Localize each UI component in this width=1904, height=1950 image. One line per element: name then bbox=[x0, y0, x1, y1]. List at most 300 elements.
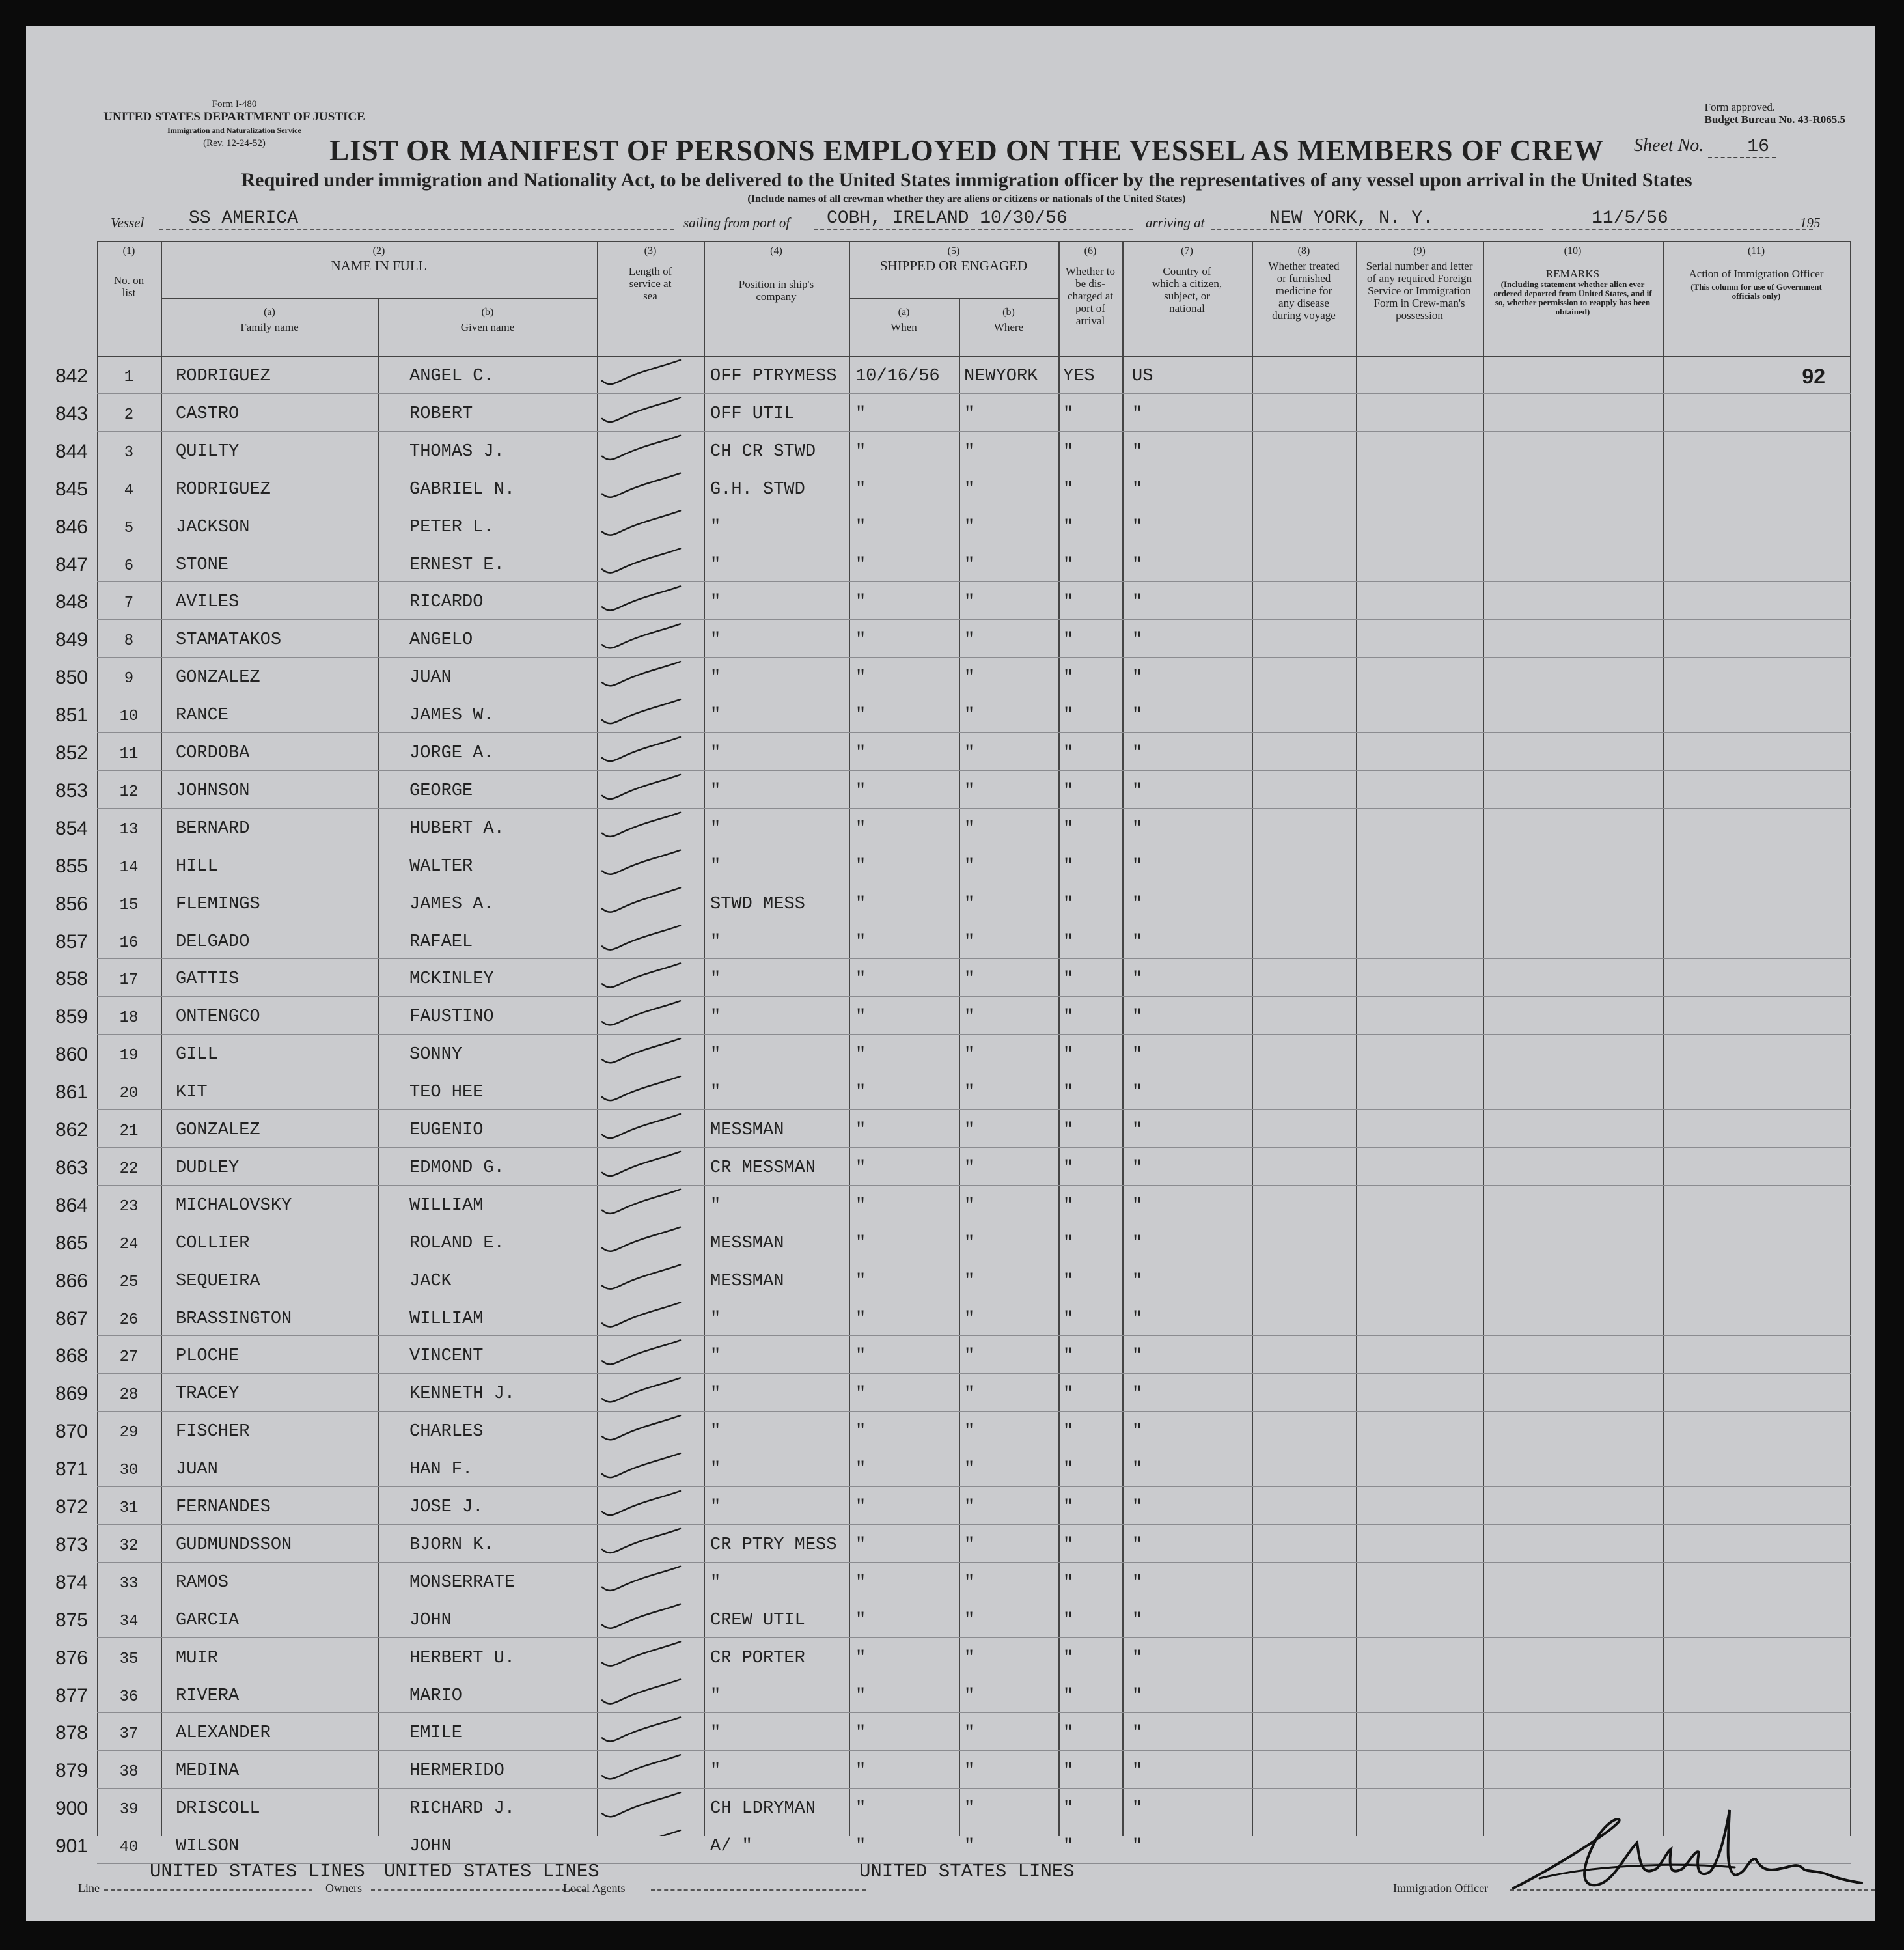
given-name-cell: HERBERT U. bbox=[409, 1648, 516, 1668]
col-no-header: (1) No. on list bbox=[113, 245, 145, 299]
table-row bbox=[55, 695, 1851, 733]
table-row bbox=[55, 507, 1851, 545]
handwritten-line-number: 877 bbox=[55, 1684, 88, 1706]
service-checkmark bbox=[602, 737, 680, 761]
table-row bbox=[55, 1676, 1851, 1714]
shipped-where-cell: " bbox=[964, 1158, 975, 1178]
table-row bbox=[55, 1336, 1851, 1374]
given-name-cell: MCKINLEY bbox=[409, 969, 494, 990]
country-cell: " bbox=[1132, 894, 1143, 914]
discharged-cell: " bbox=[1063, 479, 1074, 499]
col-given-name-header: (b) Given name bbox=[460, 307, 515, 333]
service-checkmark bbox=[602, 511, 680, 535]
row-number-cell: 29 bbox=[119, 1424, 139, 1442]
family-name-cell: PLOCHE bbox=[176, 1346, 240, 1367]
row-number-cell: 37 bbox=[119, 1725, 139, 1744]
country-cell: " bbox=[1132, 555, 1143, 575]
country-cell: " bbox=[1132, 1158, 1143, 1178]
country-cell: " bbox=[1132, 1610, 1143, 1630]
discharged-cell: " bbox=[1063, 894, 1074, 914]
service-checkmark bbox=[602, 1755, 680, 1779]
row-number-cell: 2 bbox=[124, 406, 134, 424]
arrival-port: NEW YORK, N. Y. bbox=[1211, 208, 1543, 230]
line-label: Line bbox=[78, 1882, 100, 1895]
service-checkmark bbox=[602, 1114, 680, 1138]
position-cell: " bbox=[710, 1083, 721, 1103]
position-cell: " bbox=[710, 1195, 721, 1216]
shipped-when-cell: " bbox=[855, 1610, 866, 1630]
shipped-when-cell: " bbox=[855, 555, 866, 575]
agents-value: UNITED STATES LINES bbox=[859, 1861, 1075, 1882]
handwritten-line-number: 878 bbox=[55, 1722, 88, 1744]
family-name-cell: ONTENGCO bbox=[176, 1007, 260, 1027]
family-name-cell: ALEXANDER bbox=[176, 1723, 271, 1744]
shipped-where-cell: " bbox=[964, 592, 975, 613]
shipped-when-cell: " bbox=[855, 894, 866, 914]
discharged-cell: " bbox=[1063, 404, 1074, 424]
family-name-cell: FLEMINGS bbox=[176, 894, 260, 914]
shipped-when-cell: " bbox=[855, 1572, 866, 1593]
table-row bbox=[55, 1525, 1851, 1563]
country-cell: " bbox=[1132, 1422, 1143, 1442]
family-name-cell: JUAN bbox=[176, 1460, 218, 1480]
service-checkmark bbox=[602, 1415, 680, 1440]
discharged-cell: " bbox=[1063, 856, 1074, 876]
handwritten-line-number: 871 bbox=[55, 1458, 88, 1481]
col-position-header: (4) Position in ship's company bbox=[738, 245, 814, 303]
handwritten-line-number: 869 bbox=[55, 1383, 88, 1405]
shipped-where-cell: " bbox=[964, 1799, 975, 1819]
discharged-cell: " bbox=[1063, 818, 1074, 839]
service-checkmark bbox=[602, 1604, 680, 1628]
country-cell: " bbox=[1132, 1460, 1143, 1480]
shipped-where-cell: " bbox=[964, 404, 975, 424]
country-cell: " bbox=[1132, 969, 1143, 990]
form-number: Form I-480 bbox=[212, 99, 257, 109]
handwritten-line-number: 849 bbox=[55, 629, 88, 651]
shipped-where-cell: " bbox=[964, 555, 975, 575]
col-shipped-header: (5) SHIPPED OR ENGAGED bbox=[879, 245, 1028, 273]
col-medicine-header: (8) Whether treated or furnished medicine for any disease during voyage bbox=[1268, 245, 1340, 322]
handwritten-line-number: 847 bbox=[55, 553, 88, 576]
row-number-cell: 8 bbox=[124, 632, 134, 650]
family-name-cell: GUDMUNDSSON bbox=[176, 1535, 292, 1555]
table-row bbox=[55, 394, 1851, 432]
handwritten-line-number: 848 bbox=[55, 591, 88, 613]
family-name-cell: STAMATAKOS bbox=[176, 630, 282, 650]
budget-bureau: Budget Bureau No. 43-R065.5 bbox=[1704, 113, 1845, 126]
family-name-cell: DELGADO bbox=[176, 932, 250, 952]
service-checkmark bbox=[602, 1567, 680, 1591]
arriving-label: arriving at bbox=[1146, 215, 1205, 230]
shipped-when-cell: " bbox=[855, 1233, 866, 1253]
discharged-cell: " bbox=[1063, 1686, 1074, 1706]
officer-label: Immigration Officer bbox=[1393, 1882, 1489, 1895]
position-cell: " bbox=[710, 932, 721, 952]
handwritten-line-number: 857 bbox=[55, 930, 88, 953]
country-cell: " bbox=[1132, 818, 1143, 839]
table-row bbox=[55, 997, 1851, 1035]
table-row bbox=[55, 1110, 1851, 1148]
shipped-when-cell: " bbox=[855, 932, 866, 952]
row-number-cell: 35 bbox=[119, 1650, 139, 1668]
country-cell: " bbox=[1132, 706, 1143, 726]
row-number-cell: 19 bbox=[119, 1047, 139, 1065]
family-name-cell: JOHNSON bbox=[176, 781, 250, 801]
table-row bbox=[55, 1299, 1851, 1337]
handwritten-line-number: 901 bbox=[55, 1835, 88, 1858]
country-cell: " bbox=[1132, 1535, 1143, 1555]
given-name-cell: CHARLES bbox=[409, 1422, 484, 1442]
table-row bbox=[55, 1487, 1851, 1525]
shipped-when-cell: " bbox=[855, 781, 866, 801]
given-name-cell: MONSERRATE bbox=[409, 1572, 516, 1593]
col-when-header: (a) When bbox=[890, 307, 917, 333]
discharged-cell: " bbox=[1063, 706, 1074, 726]
discharged-cell: " bbox=[1063, 1158, 1074, 1178]
row-number-cell: 30 bbox=[119, 1462, 139, 1480]
table-row bbox=[55, 356, 1851, 394]
country-cell: " bbox=[1132, 1007, 1143, 1027]
row-number-cell: 23 bbox=[119, 1197, 139, 1216]
position-cell: " bbox=[710, 555, 721, 575]
service-checkmark bbox=[602, 1038, 680, 1063]
service-checkmark bbox=[602, 699, 680, 723]
row-number-cell: 3 bbox=[124, 443, 134, 462]
discharged-cell: YES bbox=[1063, 367, 1095, 386]
service-checkmark bbox=[602, 1001, 680, 1025]
service-checkmark bbox=[602, 775, 680, 799]
table-row bbox=[55, 1600, 1851, 1638]
page-title: LIST OR MANIFEST OF PERSONS EMPLOYED ON THE VESSEL AS MEMBERS OF CREW bbox=[329, 134, 1604, 167]
given-name-cell: HUBERT A. bbox=[409, 818, 504, 839]
shipped-when-cell: " bbox=[855, 1271, 866, 1291]
position-cell: STWD MESS bbox=[710, 894, 805, 914]
country-cell: " bbox=[1132, 744, 1143, 763]
manifest-sheet bbox=[26, 26, 1875, 1921]
handwritten-line-number: 875 bbox=[55, 1609, 88, 1631]
row-number-cell: 31 bbox=[119, 1499, 139, 1517]
shipped-where-cell: " bbox=[964, 1686, 975, 1706]
shipped-where-cell: " bbox=[964, 1045, 975, 1065]
row-number-cell: 28 bbox=[119, 1386, 139, 1404]
handwritten-line-number: 866 bbox=[55, 1270, 88, 1292]
table-row bbox=[55, 1072, 1851, 1110]
table-row bbox=[55, 809, 1851, 846]
service-checkmark bbox=[602, 1642, 680, 1666]
col-remarks-header: (10) REMARKS (Including statement whether alien ever ordered deported from United States, and if so, whether permission to reapply has been obtained) bbox=[1493, 245, 1652, 316]
country-cell: " bbox=[1132, 856, 1143, 876]
position-cell: CR PTRY MESS bbox=[710, 1535, 837, 1555]
given-name-cell: JAMES W. bbox=[409, 706, 494, 726]
shipped-where-cell: " bbox=[964, 1309, 975, 1329]
position-cell: " bbox=[710, 1460, 721, 1480]
shipped-where-cell: " bbox=[964, 744, 975, 763]
country-cell: " bbox=[1132, 1686, 1143, 1706]
given-name-cell: JOHN bbox=[409, 1837, 452, 1857]
family-name-cell: MUIR bbox=[176, 1648, 218, 1668]
discharged-cell: " bbox=[1063, 1723, 1074, 1744]
family-name-cell: RAMOS bbox=[176, 1572, 229, 1593]
service-checkmark bbox=[602, 1265, 680, 1289]
table-row bbox=[55, 469, 1851, 507]
shipped-where-cell: " bbox=[964, 818, 975, 839]
shipped-where-cell: " bbox=[964, 441, 975, 462]
service-checkmark bbox=[602, 888, 680, 912]
family-name-cell: CASTRO bbox=[176, 404, 240, 424]
handwritten-line-number: 900 bbox=[55, 1798, 88, 1820]
row-number-cell: 14 bbox=[119, 858, 139, 876]
position-cell: " bbox=[710, 744, 721, 763]
handwritten-line-number: 859 bbox=[55, 1006, 88, 1028]
arrival-date: 11/5/56 bbox=[1552, 208, 1813, 230]
position-cell: " bbox=[710, 592, 721, 613]
family-name-cell: QUILTY bbox=[176, 441, 240, 462]
department: UNITED STATES DEPARTMENT OF JUSTICE bbox=[103, 110, 365, 124]
country-cell: " bbox=[1132, 1837, 1143, 1857]
table-row bbox=[55, 1412, 1851, 1449]
service-checkmark bbox=[602, 1830, 680, 1836]
service-checkmark bbox=[602, 1227, 680, 1251]
country-cell: " bbox=[1132, 781, 1143, 801]
service-checkmark bbox=[602, 926, 680, 950]
shipped-when-cell: " bbox=[855, 818, 866, 839]
row-number-cell: 32 bbox=[119, 1537, 139, 1555]
shipped-where-cell: " bbox=[964, 1837, 975, 1857]
row-number-cell: 1 bbox=[124, 369, 134, 386]
service-checkmark bbox=[602, 1453, 680, 1477]
col-family-name-header: (a) Family name bbox=[240, 307, 299, 333]
country-cell: " bbox=[1132, 592, 1143, 613]
shipped-where-cell: " bbox=[964, 932, 975, 952]
table-row bbox=[55, 922, 1851, 960]
row-number-cell: 36 bbox=[119, 1688, 139, 1706]
table-row bbox=[55, 1374, 1851, 1412]
row-number-cell: 20 bbox=[119, 1085, 139, 1103]
shipped-where-cell: " bbox=[964, 706, 975, 726]
shipped-when-cell: " bbox=[855, 706, 866, 726]
table-row bbox=[55, 582, 1851, 620]
given-name-cell: WALTER bbox=[409, 856, 473, 876]
position-cell: CR PORTER bbox=[710, 1648, 805, 1668]
handwritten-line-number: 854 bbox=[55, 817, 88, 839]
country-cell: " bbox=[1132, 1497, 1143, 1517]
family-name-cell: RODRIGUEZ bbox=[176, 479, 271, 499]
service-checkmark bbox=[602, 360, 680, 384]
service-checkmark bbox=[602, 1190, 680, 1214]
shipped-when-cell: " bbox=[855, 969, 866, 990]
country-cell: " bbox=[1132, 1233, 1143, 1253]
col-name-header: (2) NAME IN FULL bbox=[331, 245, 427, 273]
position-cell: " bbox=[710, 630, 721, 650]
family-name-cell: DRISCOLL bbox=[176, 1799, 260, 1819]
country-cell: " bbox=[1132, 1572, 1143, 1593]
discharged-cell: " bbox=[1063, 592, 1074, 613]
handwritten-line-number: 861 bbox=[55, 1081, 88, 1104]
service-checkmark bbox=[602, 963, 680, 987]
row-number-cell: 17 bbox=[119, 971, 139, 990]
row-number-cell: 18 bbox=[119, 1009, 139, 1027]
agents-label: Local Agents bbox=[563, 1882, 626, 1895]
shipped-when-cell: " bbox=[855, 1686, 866, 1706]
given-name-cell: HAN F. bbox=[409, 1460, 473, 1480]
service-checkmark bbox=[602, 1378, 680, 1402]
shipped-when-cell: " bbox=[855, 1497, 866, 1517]
col-country-header: (7) Country of which a citizen, subject, or national bbox=[1152, 245, 1222, 314]
family-name-cell: GILL bbox=[176, 1045, 218, 1065]
handwritten-line-number: 846 bbox=[55, 516, 88, 538]
voyage-line bbox=[111, 208, 1829, 232]
row-number-cell: 22 bbox=[119, 1160, 139, 1178]
position-cell: " bbox=[710, 1045, 721, 1065]
given-name-cell: JORGE A. bbox=[409, 744, 494, 763]
table-row bbox=[55, 1563, 1851, 1600]
handwritten-line-number: 844 bbox=[55, 440, 88, 462]
position-cell: " bbox=[710, 1346, 721, 1367]
sheet-number: 16 bbox=[1708, 137, 1776, 158]
shipped-where-cell: " bbox=[964, 1610, 975, 1630]
family-name-cell: CORDOBA bbox=[176, 744, 250, 763]
discharged-cell: " bbox=[1063, 668, 1074, 688]
shipped-when-cell: " bbox=[855, 1384, 866, 1404]
shipped-when-cell: " bbox=[855, 1195, 866, 1216]
family-name-cell: DUDLEY bbox=[176, 1158, 240, 1178]
family-name-cell: FERNANDES bbox=[176, 1497, 271, 1517]
vessel-label: Vessel bbox=[111, 215, 145, 230]
family-name-cell: TRACEY bbox=[176, 1384, 240, 1404]
family-name-cell: WILSON bbox=[176, 1837, 240, 1857]
discharged-cell: " bbox=[1063, 1346, 1074, 1367]
table-row bbox=[55, 771, 1851, 809]
sailing-port: COBH, IRELAND 10/30/56 bbox=[814, 208, 1133, 230]
shipped-when-cell: " bbox=[855, 441, 866, 462]
discharged-cell: " bbox=[1063, 1422, 1074, 1442]
handwritten-line-number: 867 bbox=[55, 1307, 88, 1330]
discharged-cell: " bbox=[1063, 1121, 1074, 1140]
given-name-cell: RICHARD J. bbox=[409, 1799, 516, 1819]
given-name-cell: VINCENT bbox=[409, 1346, 484, 1367]
position-cell: G.H. STWD bbox=[710, 479, 805, 499]
row-number-cell: 12 bbox=[119, 783, 139, 801]
shipped-where-cell: " bbox=[964, 1384, 975, 1404]
family-name-cell: FISCHER bbox=[176, 1422, 250, 1442]
given-name-cell: ROLAND E. bbox=[409, 1233, 504, 1253]
position-cell: " bbox=[710, 1007, 721, 1027]
family-name-cell: GONZALEZ bbox=[176, 1121, 260, 1140]
approval-block bbox=[1705, 101, 1845, 126]
service-checkmark bbox=[602, 813, 680, 837]
shipped-where-cell: " bbox=[964, 1648, 975, 1668]
position-cell: " bbox=[710, 706, 721, 726]
shipped-where-cell: NEWYORK bbox=[964, 367, 1038, 386]
country-cell: " bbox=[1132, 668, 1143, 688]
country-cell: " bbox=[1132, 404, 1143, 424]
handwritten-line-number: 876 bbox=[55, 1647, 88, 1669]
position-cell: " bbox=[710, 1572, 721, 1593]
handwritten-line-number: 853 bbox=[55, 779, 88, 801]
discharged-cell: " bbox=[1063, 932, 1074, 952]
table-row bbox=[55, 1186, 1851, 1223]
shipped-when-cell: " bbox=[855, 1723, 866, 1744]
family-name-cell: RANCE bbox=[176, 706, 229, 726]
family-name-cell: RODRIGUEZ bbox=[176, 367, 271, 386]
shipped-where-cell: " bbox=[964, 894, 975, 914]
given-name-cell: JUAN bbox=[409, 668, 452, 688]
shipped-where-cell: " bbox=[964, 1497, 975, 1517]
shipped-when-cell: " bbox=[855, 856, 866, 876]
given-name-cell: RAFAEL bbox=[409, 932, 473, 952]
row-number-cell: 11 bbox=[119, 745, 139, 763]
family-name-cell: GATTIS bbox=[176, 969, 240, 990]
given-name-cell: GEORGE bbox=[409, 781, 473, 801]
shipped-when-cell: " bbox=[855, 1535, 866, 1555]
table-row bbox=[55, 884, 1851, 922]
position-cell: " bbox=[710, 1309, 721, 1329]
shipped-where-cell: " bbox=[964, 668, 975, 688]
table-row bbox=[55, 1035, 1851, 1072]
discharged-cell: " bbox=[1063, 555, 1074, 575]
discharged-cell: " bbox=[1063, 1309, 1074, 1329]
shipped-where-cell: " bbox=[964, 1083, 975, 1103]
table-row bbox=[55, 1449, 1851, 1487]
country-cell: " bbox=[1132, 479, 1143, 499]
handwritten-line-number: 868 bbox=[55, 1345, 88, 1367]
shipped-when-cell: 10/16/56 bbox=[855, 367, 940, 386]
handwritten-line-number: 842 bbox=[55, 365, 88, 387]
shipped-when-cell: " bbox=[855, 1121, 866, 1140]
row-number-cell: 16 bbox=[119, 934, 139, 952]
table-row bbox=[55, 1638, 1851, 1676]
discharged-cell: " bbox=[1063, 1195, 1074, 1216]
given-name-cell: TEO HEE bbox=[409, 1083, 484, 1103]
handwritten-line-number: 872 bbox=[55, 1496, 88, 1518]
shipped-where-cell: " bbox=[964, 1535, 975, 1555]
position-cell: " bbox=[710, 1686, 721, 1706]
given-name-cell: EMILE bbox=[409, 1723, 463, 1744]
discharged-cell: " bbox=[1063, 1572, 1074, 1593]
service-checkmarks bbox=[597, 356, 704, 1836]
given-name-cell: JAMES A. bbox=[409, 894, 494, 914]
handwritten-line-number: 863 bbox=[55, 1156, 88, 1178]
sailing-label: sailing from port of bbox=[683, 215, 790, 230]
discharged-cell: " bbox=[1063, 1007, 1074, 1027]
discharged-cell: " bbox=[1063, 441, 1074, 462]
shipped-when-cell: " bbox=[855, 1799, 866, 1819]
table-row bbox=[55, 432, 1851, 469]
subtitle-note: (Include names of all crewman whether they are aliens or citizens or nationals of the United States) bbox=[747, 193, 1186, 204]
discharged-cell: " bbox=[1063, 1384, 1074, 1404]
shipped-where-cell: " bbox=[964, 1723, 975, 1744]
discharged-cell: " bbox=[1063, 781, 1074, 801]
shipped-when-cell: " bbox=[855, 744, 866, 763]
country-cell: " bbox=[1132, 1121, 1143, 1140]
country-cell: " bbox=[1132, 1083, 1143, 1103]
table-row bbox=[55, 1751, 1851, 1789]
given-name-cell: JOHN bbox=[409, 1610, 452, 1630]
discharged-cell: " bbox=[1063, 744, 1074, 763]
shipped-when-cell: " bbox=[855, 1422, 866, 1442]
discharged-cell: " bbox=[1063, 1045, 1074, 1065]
discharged-cell: " bbox=[1063, 630, 1074, 650]
row-number-cell: 21 bbox=[119, 1122, 139, 1140]
handwritten-line-number: 843 bbox=[55, 402, 88, 425]
service-checkmark bbox=[602, 1303, 680, 1327]
service-checkmark bbox=[602, 473, 680, 497]
position-cell: CH LDRYMAN bbox=[710, 1799, 816, 1819]
country-cell: " bbox=[1132, 630, 1143, 650]
table-row bbox=[55, 1148, 1851, 1186]
country-cell: " bbox=[1132, 1195, 1143, 1216]
